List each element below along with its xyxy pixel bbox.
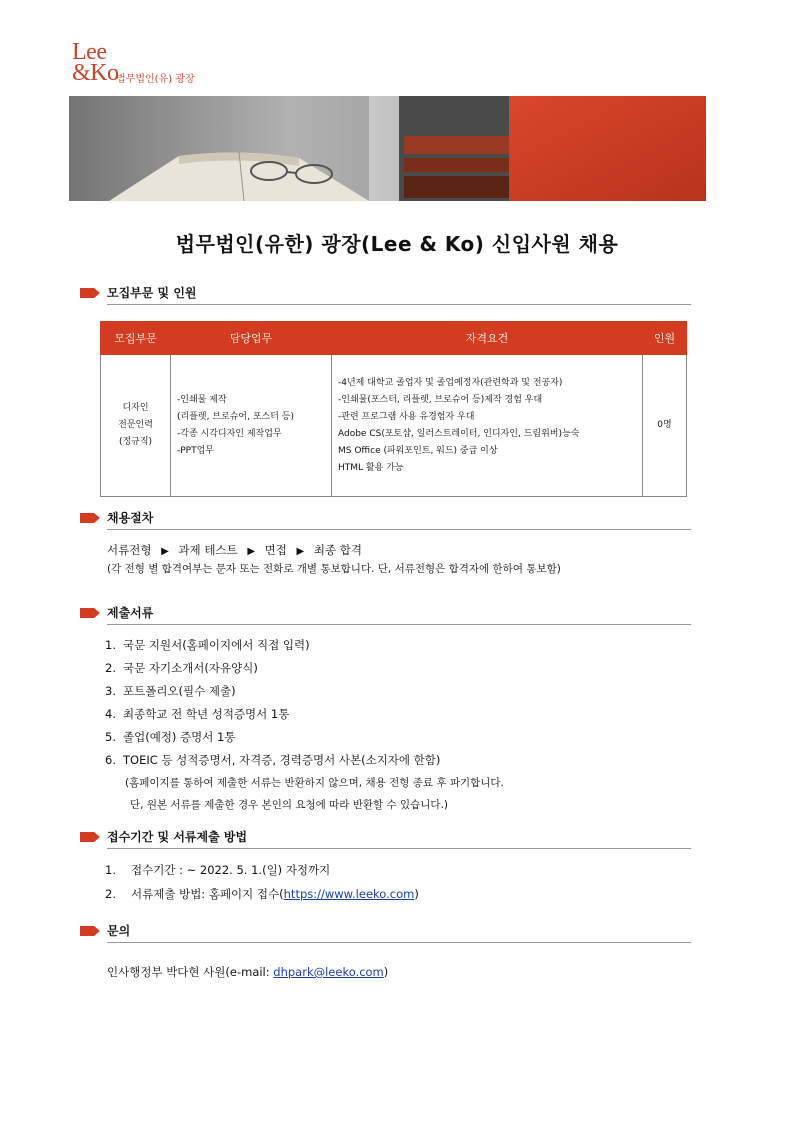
process-step: 면접 — [264, 543, 287, 557]
item-text: 서류제출 방법: 홈페이지 접수( — [131, 887, 284, 901]
logo-line-1: Lee — [72, 39, 107, 65]
section-arrow-icon — [80, 513, 100, 523]
contact-text: ) — [383, 965, 389, 979]
duty-line: -PPT업무 — [177, 445, 214, 456]
item-number: 3. — [105, 684, 116, 698]
header-division: 모집부문 — [101, 322, 171, 355]
section-title: 접수기간 및 서류제출 방법 — [107, 830, 248, 844]
item-number: 2. — [105, 661, 116, 675]
header-banner-image — [69, 96, 706, 201]
documents-note-line-1: (홈페이지를 통하여 제출한 서류는 반환하지 않으며, 채용 전형 종료 후 파기합니다. — [125, 777, 504, 789]
duty-line: (리플렛, 브로슈어, 포스터 등) — [177, 411, 294, 422]
email-link[interactable]: dhpark@leeko.com — [273, 965, 384, 979]
section-divider — [107, 942, 691, 943]
item-number: 1. — [105, 638, 116, 652]
requirement-line: -4년제 대학교 졸업자 및 졸업예정자(관련학과 및 전공자) — [338, 377, 563, 388]
firm-logo — [72, 39, 195, 86]
requirement-line: -관련 프로그램 사용 유경험자 우대 — [338, 411, 475, 422]
recruit-table — [100, 321, 687, 497]
section-arrow-icon — [80, 288, 100, 298]
header-duties: 담당업무 — [171, 322, 332, 355]
process-steps — [107, 542, 362, 558]
item-text: TOEIC 등 성적증명서, 자격증, 경력증명서 사본(소지자에 한함) — [123, 753, 441, 767]
requirements-cell — [332, 355, 643, 497]
list-item — [105, 752, 440, 768]
item-text: 국문 자기소개서(자유양식) — [123, 661, 258, 675]
headcount-cell: 0명 — [643, 355, 687, 497]
section-title: 문의 — [107, 924, 131, 938]
section-divider — [107, 529, 691, 530]
table-header-row — [101, 322, 687, 355]
logo-firm-name: 법무법인(유) 광장 — [116, 74, 195, 85]
contact-line — [107, 964, 388, 980]
item-number: 5. — [105, 730, 116, 744]
section-title: 제출서류 — [107, 606, 154, 620]
division-line: 전문인력 — [118, 420, 153, 430]
item-number: 2. — [105, 887, 116, 901]
process-step: 최종 합격 — [313, 543, 362, 557]
requirement-line: -인쇄물(포스터, 리플렛, 브로슈어 등)제작 경험 우대 — [338, 394, 543, 405]
documents-note-line-2: 단, 원본 서류를 제출한 경우 본인의 요청에 따라 반환할 수 있습니다.) — [130, 799, 449, 811]
item-text: 접수기간 : ~ 2022. 5. 1.(일) 자정까지 — [131, 863, 331, 877]
item-text: 국문 지원서(홈페이지에서 직접 입력) — [123, 638, 310, 652]
section-arrow-icon — [80, 608, 100, 618]
section-divider — [107, 304, 691, 305]
list-item — [105, 706, 289, 722]
list-item — [105, 683, 236, 699]
section-arrow-icon — [80, 832, 100, 842]
list-item — [105, 637, 310, 653]
item-number: 1. — [105, 863, 116, 877]
process-note: (각 전형 별 합격여부는 문자 또는 전화로 개별 통보합니다. 단, 서류전형은 합격자에 한하여 통보함) — [107, 563, 561, 575]
requirement-line: MS Office (파워포인트, 워드) 중급 이상 — [338, 445, 498, 456]
list-item — [105, 862, 330, 878]
item-text: 졸업(예정) 증명서 1통 — [123, 730, 236, 744]
process-step: 과제 테스트 — [178, 543, 238, 557]
duty-line: -인쇄물 제작 — [177, 394, 227, 405]
duties-cell — [171, 355, 332, 497]
contact-text: 인사행정부 박다현 사원(e-mail: — [107, 965, 274, 979]
logo-line-2: &Ko — [72, 60, 119, 86]
section-title: 채용절차 — [107, 511, 154, 525]
table-row — [101, 355, 687, 497]
division-line: (정규직) — [118, 437, 153, 447]
item-text: 포트폴리오(필수 제출) — [123, 684, 236, 698]
list-item — [105, 729, 235, 745]
item-text: ) — [414, 887, 419, 901]
section-arrow-icon — [80, 926, 100, 936]
item-text: 최종학교 전 학년 성적증명서 1통 — [123, 707, 290, 721]
triangle-right-icon: ▶ — [161, 546, 169, 557]
header-requirements: 자격요건 — [332, 322, 643, 355]
division-cell — [101, 355, 171, 497]
website-link[interactable]: https://www.leeko.com — [283, 887, 415, 901]
section-divider — [107, 848, 691, 849]
triangle-right-icon: ▶ — [247, 546, 256, 557]
list-item — [105, 886, 419, 902]
process-step: 서류전형 — [107, 543, 152, 557]
item-number: 4. — [105, 707, 116, 721]
requirement-line: HTML 활용 가능 — [338, 462, 404, 473]
item-number: 6. — [105, 753, 116, 767]
page-title: 법무법인(유한) 광장(Lee & Ko) 신입사원 채용 — [175, 232, 619, 256]
duty-line: -각종 시각디자인 제작업무 — [177, 428, 282, 439]
requirement-line: Adobe CS(포토샵, 일러스트레이터, 인디자인, 드림위버)능숙 — [338, 428, 580, 439]
section-title: 모집부문 및 인원 — [107, 286, 197, 300]
header-headcount: 인원 — [643, 322, 687, 355]
list-item — [105, 660, 258, 676]
division-line: 디자인 — [122, 403, 149, 413]
triangle-right-icon: ▶ — [296, 546, 305, 557]
section-divider — [107, 624, 691, 625]
